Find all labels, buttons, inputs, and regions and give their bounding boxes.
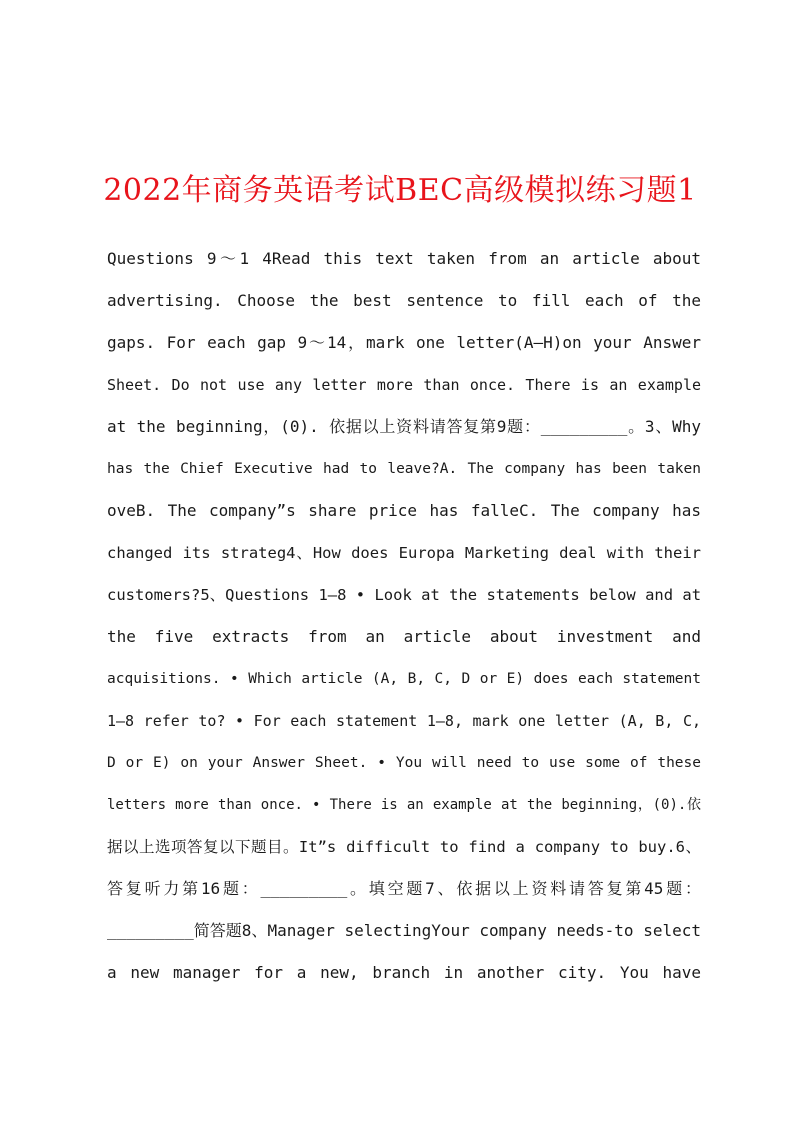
- text-line: letters more than once. • There is an example at the beginning，(0).依: [107, 797, 701, 813]
- body-text: [107, 238, 701, 994]
- text-line: the five extracts from an article about investment and: [107, 627, 701, 646]
- text-line: Questions 9～1 4Read this text taken from an article about: [107, 249, 701, 268]
- text-line: customers?5、Questions 1—8 • Look at the statements below and at: [107, 586, 701, 604]
- text-line: _________简答题8、Manager selectingYour company needs-to select: [107, 921, 701, 940]
- text-line: has the Chief Executive had to leave?A. The company has been taken: [107, 461, 701, 477]
- text-line: 据以上选项答复以下题目。It”s difficult to find a company to buy.6、: [107, 838, 701, 856]
- text-line: a new manager for a new, branch in another city. You have: [107, 963, 701, 982]
- text-line: oveB. The company”s share price has falleC. The company has: [107, 501, 701, 520]
- text-line: acquisitions. • Which article (A, B, C, D or E) does each statement: [107, 671, 701, 687]
- text-line: 1—8 refer to? • For each statement 1—8, mark one letter (A, B, C,: [107, 712, 701, 730]
- text-line: at the beginning，(0). 依据以上资料请答复第9题：_________。3、Why: [107, 417, 701, 436]
- text-line: gaps. For each gap 9～14，mark one letter(A—H)on your Answer: [107, 333, 701, 352]
- text-line: changed its strateg4、How does Europa Marketing deal with their: [107, 544, 701, 562]
- text-line: D or E) on your Answer Sheet. • You will need to use some of these: [107, 755, 701, 771]
- text-line: 答复听力第16题：_________。填空题7、依据以上资料请答复第45题：: [107, 879, 701, 898]
- text-line: advertising. Choose the best sentence to fill each of the: [107, 291, 701, 310]
- text-line: Sheet. Do not use any letter more than once. There is an example: [107, 376, 701, 394]
- page-title: 2022年商务英语考试BEC高级模拟练习题1: [103, 173, 697, 208]
